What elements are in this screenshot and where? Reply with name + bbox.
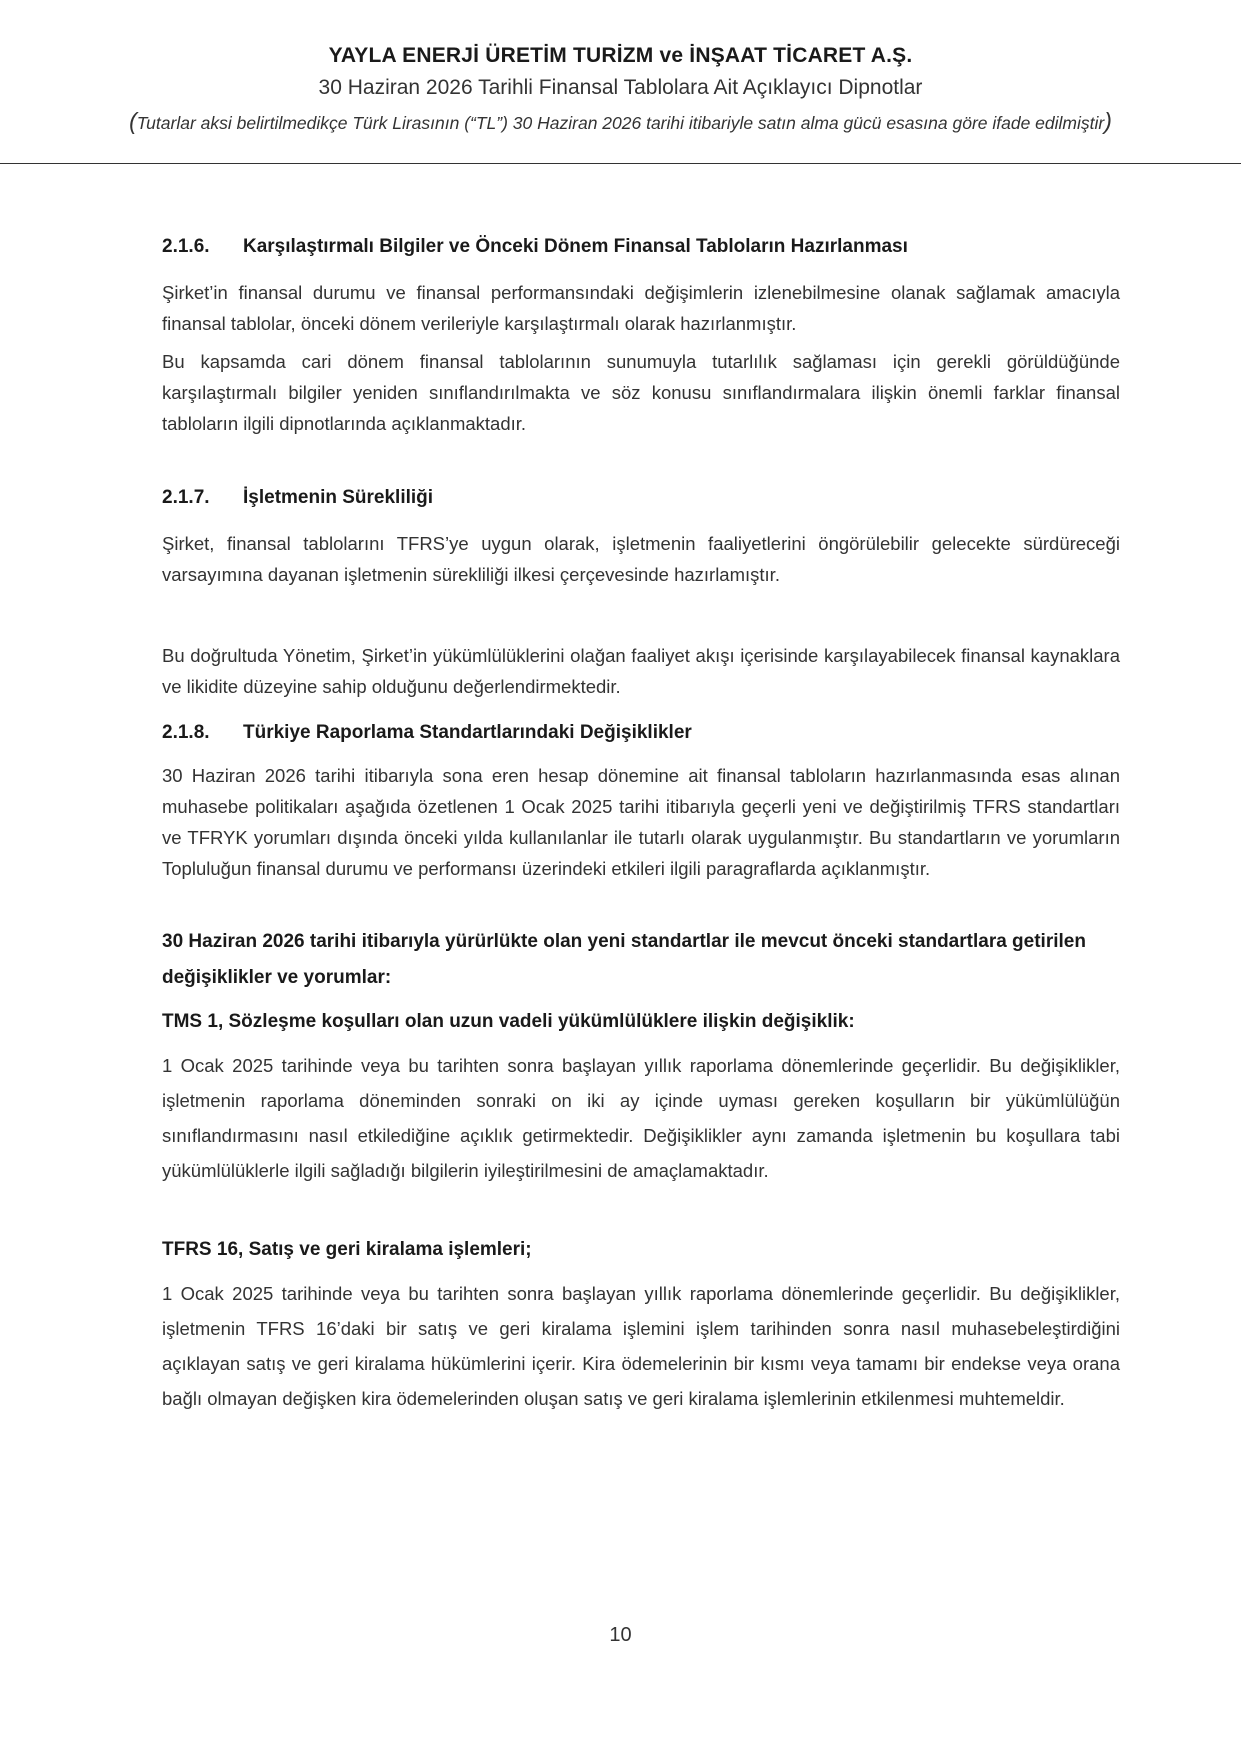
- section-number: 2.1.7.: [162, 487, 210, 508]
- company-name: YAYLA ENERJİ ÜRETİM TURİZM ve İNŞAAT TİCARET A.Ş.: [328, 44, 913, 67]
- standards-heading: 30 Haziran 2026 tarihi itibarıyla yürürlükte olan yeni standartlar ile mevcut önceki standartlara getirilen değişiklikler ve yorumlar:: [162, 931, 1086, 988]
- section-title-2-1-7: [162, 487, 1120, 509]
- section-title-text: İşletmenin Sürekliliği: [243, 487, 434, 508]
- section-number: 2.1.6.: [162, 236, 210, 257]
- note-text: Tutarlar aksi belirtilmedikçe Türk Lirasının (“TL”) 30 Haziran 2026 tarihi itibariyle satın alma gücü esasına göre ifade edilmiştir: [136, 113, 1105, 133]
- standard-title-tfrs16: TFRS 16, Satış ve geri kiralama işlemleri;: [162, 1239, 532, 1260]
- paragraph: Şirket’in finansal durumu ve finansal performansındaki değişimlerin izlenebilmesine olanak sağlamak amacıyla finansal tablolar, önceki dönem verileriyle karşılaştırmalı olarak hazırlanmıştır.: [162, 282, 1120, 334]
- document-subtitle: 30 Haziran 2026 Tarihli Finansal Tablolara Ait Açıklayıcı Dipnotlar: [318, 76, 923, 99]
- standard-title-tms1: TMS 1, Sözleşme koşulları olan uzun vadeli yükümlülüklere ilişkin değişiklik:: [162, 1011, 855, 1032]
- section-title-text: Karşılaştırmalı Bilgiler ve Önceki Dönem Finansal Tabloların Hazırlanması: [243, 236, 908, 257]
- standard-text-tms1: 1 Ocak 2025 tarihinde veya bu tarihten sonra başlayan yıllık raporlama dönemlerinde geçerlidir. Bu değişiklikler, işletmenin raporlama döneminden sonraki on iki ay içinde uyması gereken koşulların bir yükümlülüğün sınıflandırmasını nasıl etkilediğine açıklık getirmektedir. Değişiklikler aynı zamanda işletmenin bu koşullara tabi yükümlülüklerle ilgili sağladığı bilgilerin iyileştirilmesini de amaçlamaktadır.: [162, 1055, 1120, 1181]
- standard-text-tfrs16: 1 Ocak 2025 tarihinde veya bu tarihten sonra başlayan yıllık raporlama dönemlerinde geçerlidir. Bu değişiklikler, işletmenin TFRS 16’daki bir satış ve geri kiralama işlemini işlem tarihinden sonra nasıl muhasebeleştirdiğini açıklayan satış ve geri kiralama hükümlerini içerir. Kira ödemelerinin bir kısmı veya tamamı bir endekse veya orana bağlı olmayan değişken kira ödemelerinden oluşan satış ve geri kiralama işlemlerinin etkilenmesi muhtemeldir.: [162, 1283, 1120, 1409]
- section-title-text: Türkiye Raporlama Standartlarındaki Değişiklikler: [243, 722, 692, 743]
- paragraph: Bu kapsamda cari dönem finansal tablolarının sunumuyla tutarlılık sağlaması için gerekli görüldüğünde karşılaştırmalı bilgiler yeniden sınıflandırılmakta ve söz konusu sınıflandırmalara ilişkin önemli farklar finansal tabloların ilgili dipnotlarında açıklanmaktadır.: [162, 351, 1120, 434]
- note-close-paren: ): [1104, 108, 1112, 134]
- page-header: [0, 0, 1241, 164]
- paragraph: Bu doğrultuda Yönetim, Şirket’in yükümlülüklerini olağan faaliyet akışı içerisinde karşılayabilecek finansal kaynaklara ve likidite düzeyine sahip olduğunu değerlendirmektedir.: [162, 645, 1120, 697]
- section-number: 2.1.8.: [162, 722, 210, 743]
- section-title-2-1-8: [162, 722, 1120, 744]
- page-number: 10: [609, 1624, 632, 1646]
- paragraph: Şirket, finansal tablolarını TFRS’ye uygun olarak, işletmenin faaliyetlerini öngörülebilir gelecekte sürdüreceği varsayımına dayanan işletmenin sürekliliği ilkesi çerçevesinde hazırlamıştır.: [162, 533, 1120, 585]
- note-open-paren: (: [129, 108, 137, 134]
- page-content: [162, 236, 1120, 1416]
- currency-note: [0, 108, 1241, 135]
- paragraph: 30 Haziran 2026 tarihi itibarıyla sona eren hesap dönemine ait finansal tabloların hazırlanmasında esas alınan muhasebe politikaları aşağıda özetlenen 1 Ocak 2025 tarihi itibarıyla geçerli yeni ve değiştirilmiş TFRS standartları ve TFRYK yorumları dışında önceki yılda kullanılanlar ile tutarlı olarak uygulanmıştır. Bu standartların ve yorumların Topluluğun finansal durumu ve performansı üzerindeki etkileri ilgili paragraflarda açıklanmıştır.: [162, 765, 1120, 879]
- section-title-2-1-6: [162, 236, 1120, 258]
